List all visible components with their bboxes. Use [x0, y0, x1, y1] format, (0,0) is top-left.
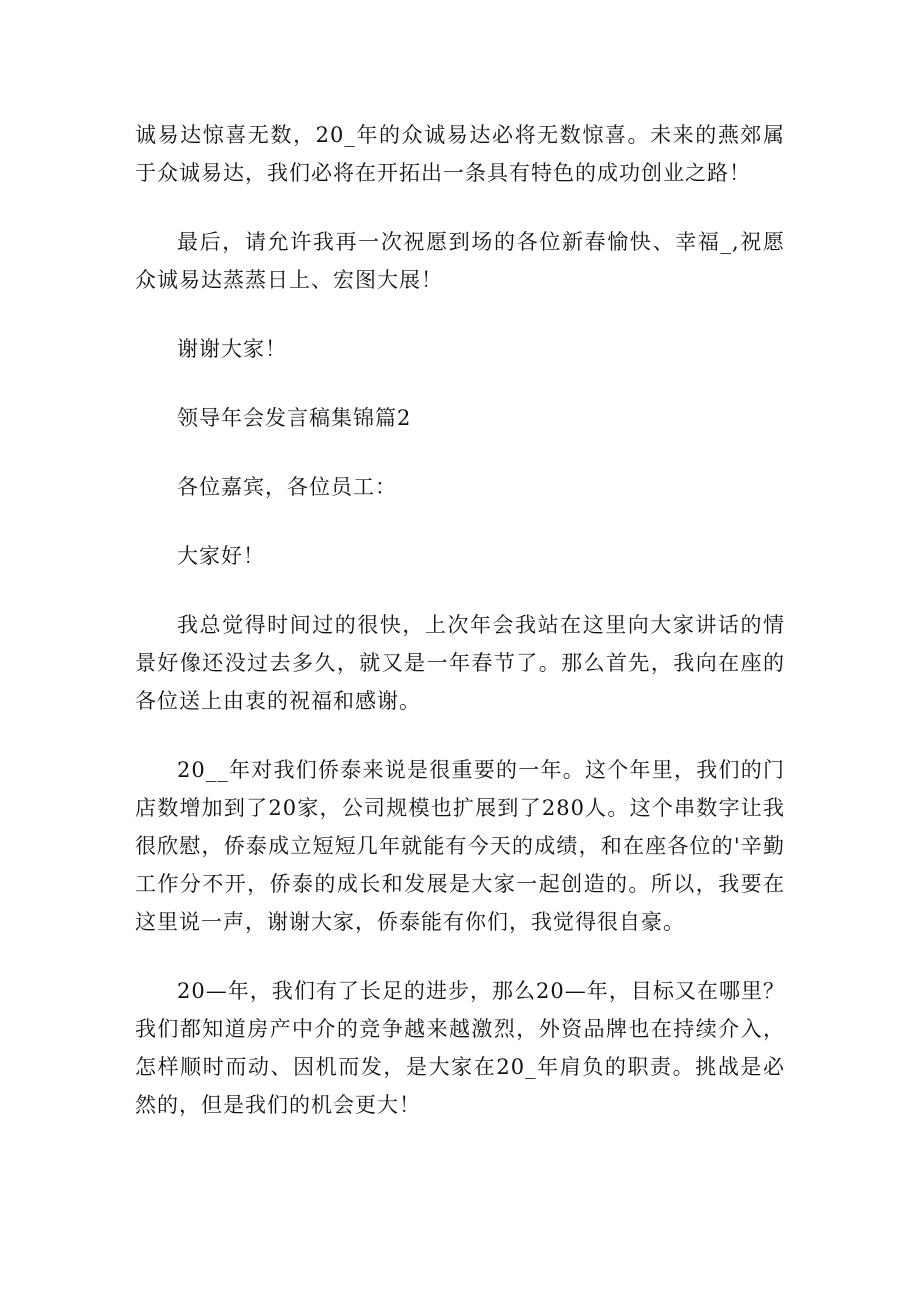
paragraph-closing-wishes: 最后，请允许我再一次祝愿到场的各位新春愉快、幸福_,祝愿众诚易达蒸蒸日上、宏图大展！: [135, 230, 785, 292]
section-heading: 领导年会发言稿集锦篇2: [177, 406, 412, 430]
paragraph-opening: 我总觉得时间过的很快，上次年会我站在这里向大家讲话的情景好像还没过去多久，就又是一年春节了。那么首先，我向在座的各位送上由衷的祝福和感谢。: [135, 613, 785, 713]
paragraph-thanks: 谢谢大家！: [177, 337, 287, 361]
greeting: 大家好！: [177, 544, 265, 568]
paragraph-goals: 20—年，我们有了长足的进步，那么20—年，目标又在哪里？我们都知道房产中介的竞争越来越激烈，外资品牌也在持续介入，怎样顺时而动、因机而发，是大家在20_年肩负的职责。挑战是必然的，但是我们的机会更大！: [135, 979, 785, 1117]
document-body: [135, 116, 785, 1124]
paragraph-company-growth: 20__年对我们侨泰来说是很重要的一年。这个年里，我们的门店数增加到了20家，公司规模也扩展到了280人。这个串数字让我很欣慰，侨泰成立短短几年就能有今天的成绩，和在座各位的'辛勤工作分不开，侨泰的成长和发展是大家一起创造的。所以，我要在这里说一声，谢谢大家，侨泰能有你们，我觉得很自豪。: [135, 758, 785, 934]
paragraph-continuation: 诚易达惊喜无数，20_年的众诚易达必将无数惊喜。未来的燕郊属于众诚易达，我们必将在开拓出一条具有特色的成功创业之路！: [135, 123, 785, 185]
salutation: 各位嘉宾，各位员工：: [177, 475, 397, 499]
